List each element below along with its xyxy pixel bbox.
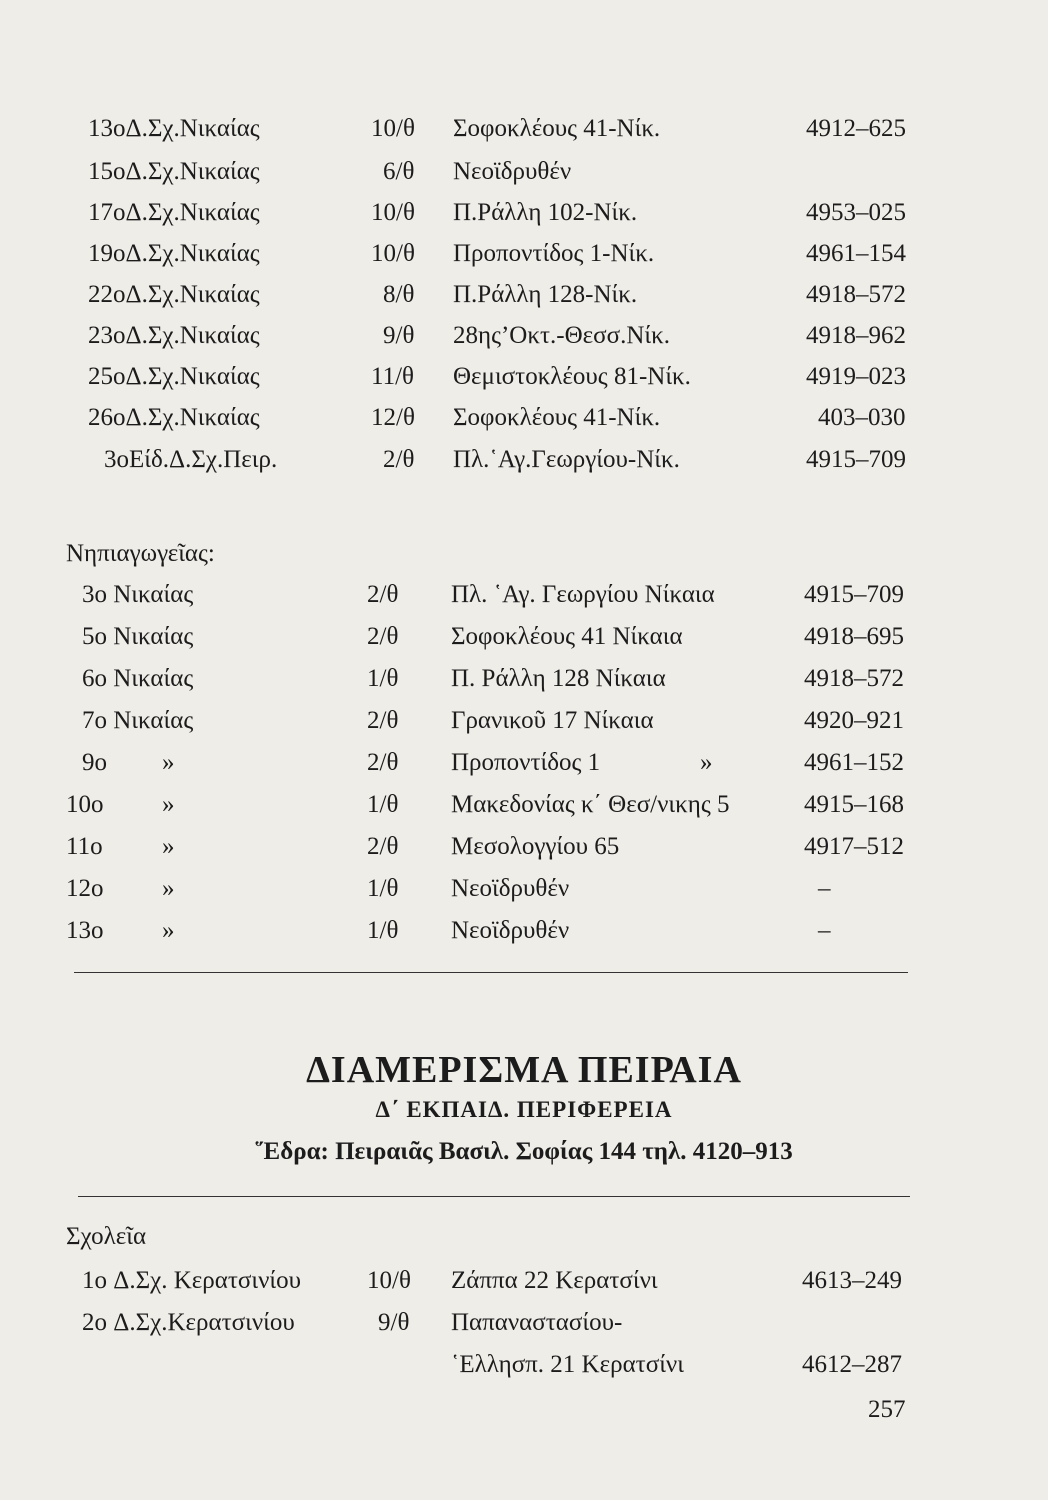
school-name: 23oΔ.Σχ.Νικαίας — [88, 322, 260, 349]
divider — [78, 1196, 910, 1197]
kindergarten-classes: 2/θ — [367, 623, 399, 650]
school-address: Θεμιστοκλέους 81-Νίκ. — [453, 363, 691, 390]
ditto-mark: » — [162, 749, 175, 776]
school-phone: 4612–287 — [802, 1351, 902, 1378]
ditto-mark: » — [162, 875, 175, 902]
list-item — [0, 443, 1048, 477]
list-item — [0, 360, 1048, 394]
page-number: 257 — [868, 1396, 906, 1423]
school-address: ῾Ελλησπ. 21 Κερατσίνι — [451, 1351, 684, 1378]
school-name: 17oΔ.Σχ.Νικαίας — [88, 199, 260, 226]
kindergarten-phone: 4918–572 — [804, 665, 904, 692]
list-item — [0, 830, 1048, 864]
kindergarten-phone: 4918–695 — [804, 623, 904, 650]
school-name: 3oΕίδ.Δ.Σχ.Πειρ. — [104, 446, 278, 473]
kindergarten-classes: 1/θ — [367, 917, 399, 944]
section-seat: ῞Εδρα: Πειραιᾶς Βασιλ. Σοφίας 144 τηλ. 4120–913 — [255, 1138, 793, 1165]
section-title: ΔΙΑΜΕΡΙΣΜΑ ΠΕΙΡΑΙΑ — [306, 1049, 742, 1091]
kindergarten-phone: – — [818, 875, 831, 902]
kindergarten-name: 5o Νικαίας — [82, 623, 194, 650]
school-address: Σοφοκλέους 41-Νίκ. — [453, 115, 661, 142]
school-classes: 2/θ — [383, 446, 415, 473]
kindergartens-label: Νηπιαγωγεῖας: — [66, 540, 215, 567]
kindergarten-name: 12o — [66, 875, 104, 902]
list-item — [0, 746, 1048, 780]
school-phone: 403–030 — [818, 404, 906, 431]
school-address: Π.Ράλλη 128-Νίκ. — [453, 281, 638, 308]
kindergarten-name: 3o Νικαίας — [82, 581, 194, 608]
school-name: 25oΔ.Σχ.Νικαίας — [88, 363, 260, 390]
list-item — [0, 914, 1048, 948]
list-item — [0, 1348, 1048, 1382]
list-item — [0, 620, 1048, 654]
school-classes: 12/θ — [371, 404, 415, 431]
school-classes: 10/θ — [371, 115, 415, 142]
school-name: 1o Δ.Σχ. Κερατσινίου — [82, 1267, 302, 1294]
school-address: Π.Ράλλη 102-Νίκ. — [453, 199, 638, 226]
ditto-mark: » — [162, 833, 175, 860]
school-phone: 4613–249 — [802, 1267, 902, 1294]
kindergarten-phone: – — [818, 917, 831, 944]
kindergarten-name: 11o — [66, 833, 103, 860]
kindergarten-classes: 2/θ — [367, 707, 399, 734]
school-name: 19oΔ.Σχ.Νικαίας — [88, 240, 260, 267]
kindergarten-classes: 2/θ — [367, 833, 399, 860]
list-item — [0, 788, 1048, 822]
kindergarten-address: Νεοϊδρυθέν — [451, 875, 570, 902]
list-item — [0, 237, 1048, 271]
kindergarten-classes: 1/θ — [367, 791, 399, 818]
school-classes: 8/θ — [383, 281, 415, 308]
school-phone: 4918–962 — [806, 322, 906, 349]
kindergarten-classes: 2/θ — [367, 749, 399, 776]
kindergarten-name: 13o — [66, 917, 104, 944]
list-item — [0, 319, 1048, 353]
kindergarten-address: Σοφοκλέους 41 Νίκαια — [451, 623, 683, 650]
kindergarten-address: Πλ. ῾Αγ. Γεωργίου Νίκαια — [451, 581, 715, 608]
school-classes: 11/θ — [371, 363, 414, 390]
list-item — [0, 112, 1048, 146]
school-classes: 10/θ — [371, 240, 415, 267]
school-classes: 10/θ — [371, 199, 415, 226]
school-classes: 9/θ — [378, 1309, 410, 1336]
ditto-mark: » — [162, 917, 175, 944]
school-classes: 10/θ — [367, 1267, 411, 1294]
school-classes: 6/θ — [383, 158, 415, 185]
list-item — [0, 155, 1048, 189]
school-phone: 4912–625 — [806, 115, 906, 142]
school-phone: 4918–572 — [806, 281, 906, 308]
kindergarten-name: 7o Νικαίας — [82, 707, 194, 734]
school-phone: 4953–025 — [806, 199, 906, 226]
kindergarten-address: Προποντίδος 1 — [451, 749, 601, 776]
school-phone: 4919–023 — [806, 363, 906, 390]
school-address: Παπαναστασίου- — [451, 1309, 623, 1336]
school-address: Πλ.῾Αγ.Γεωργίου-Νίκ. — [453, 446, 680, 473]
kindergarten-phone: 4915–168 — [804, 791, 904, 818]
ditto-mark: » — [700, 749, 713, 776]
school-name: 2o Δ.Σχ.Κερατσινίου — [82, 1309, 295, 1336]
school-phone: 4915–709 — [806, 446, 906, 473]
kindergarten-address: Μακεδονίας κ΄ Θεσ/νικης 5 — [451, 791, 730, 818]
school-name: 15oΔ.Σχ.Νικαίας — [88, 158, 260, 185]
kindergarten-address: Νεοϊδρυθέν — [451, 917, 570, 944]
school-classes: 9/θ — [383, 322, 415, 349]
divider — [74, 972, 908, 973]
schools-label: Σχολεῖα — [66, 1223, 147, 1250]
school-address: Σοφοκλέους 41-Νίκ. — [453, 404, 661, 431]
list-item — [0, 278, 1048, 312]
school-address: Προποντίδος 1-Νίκ. — [453, 240, 655, 267]
school-name: 22oΔ.Σχ.Νικαίας — [88, 281, 260, 308]
list-item — [0, 1306, 1048, 1340]
school-name: 13oΔ.Σχ.Νικαίας — [88, 115, 260, 142]
list-item — [0, 1264, 1048, 1298]
list-item — [0, 872, 1048, 906]
list-item — [0, 704, 1048, 738]
kindergarten-name: 6o Νικαίας — [82, 665, 194, 692]
school-phone: 4961–154 — [806, 240, 906, 267]
kindergarten-phone: 4920–921 — [804, 707, 904, 734]
kindergarten-phone: 4961–152 — [804, 749, 904, 776]
kindergarten-address: Γρανικοῦ 17 Νίκαια — [451, 707, 654, 734]
school-name: 26oΔ.Σχ.Νικαίας — [88, 404, 260, 431]
school-address: Ζάππα 22 Κερατσίνι — [451, 1267, 658, 1294]
list-item — [0, 578, 1048, 612]
kindergarten-classes: 1/θ — [367, 665, 399, 692]
section-subtitle: Δ΄ ΕΚΠΑΙΔ. ΠΕΡΙΦΕΡΕΙΑ — [375, 1097, 673, 1122]
kindergarten-classes: 1/θ — [367, 875, 399, 902]
kindergarten-name: 10o — [66, 791, 104, 818]
kindergarten-phone: 4917–512 — [804, 833, 904, 860]
kindergarten-address: Π. Ράλλη 128 Νίκαια — [451, 665, 666, 692]
school-address: 28ης’Οκτ.-Θεσσ.Νίκ. — [453, 322, 670, 349]
kindergarten-classes: 2/θ — [367, 581, 399, 608]
list-item — [0, 662, 1048, 696]
kindergarten-phone: 4915–709 — [804, 581, 904, 608]
list-item — [0, 401, 1048, 435]
school-address: Νεοϊδρυθέν — [453, 158, 572, 185]
ditto-mark: » — [162, 791, 175, 818]
list-item — [0, 196, 1048, 230]
kindergarten-name: 9o — [82, 749, 107, 776]
kindergarten-address: Μεσολογγίου 65 — [451, 833, 620, 860]
